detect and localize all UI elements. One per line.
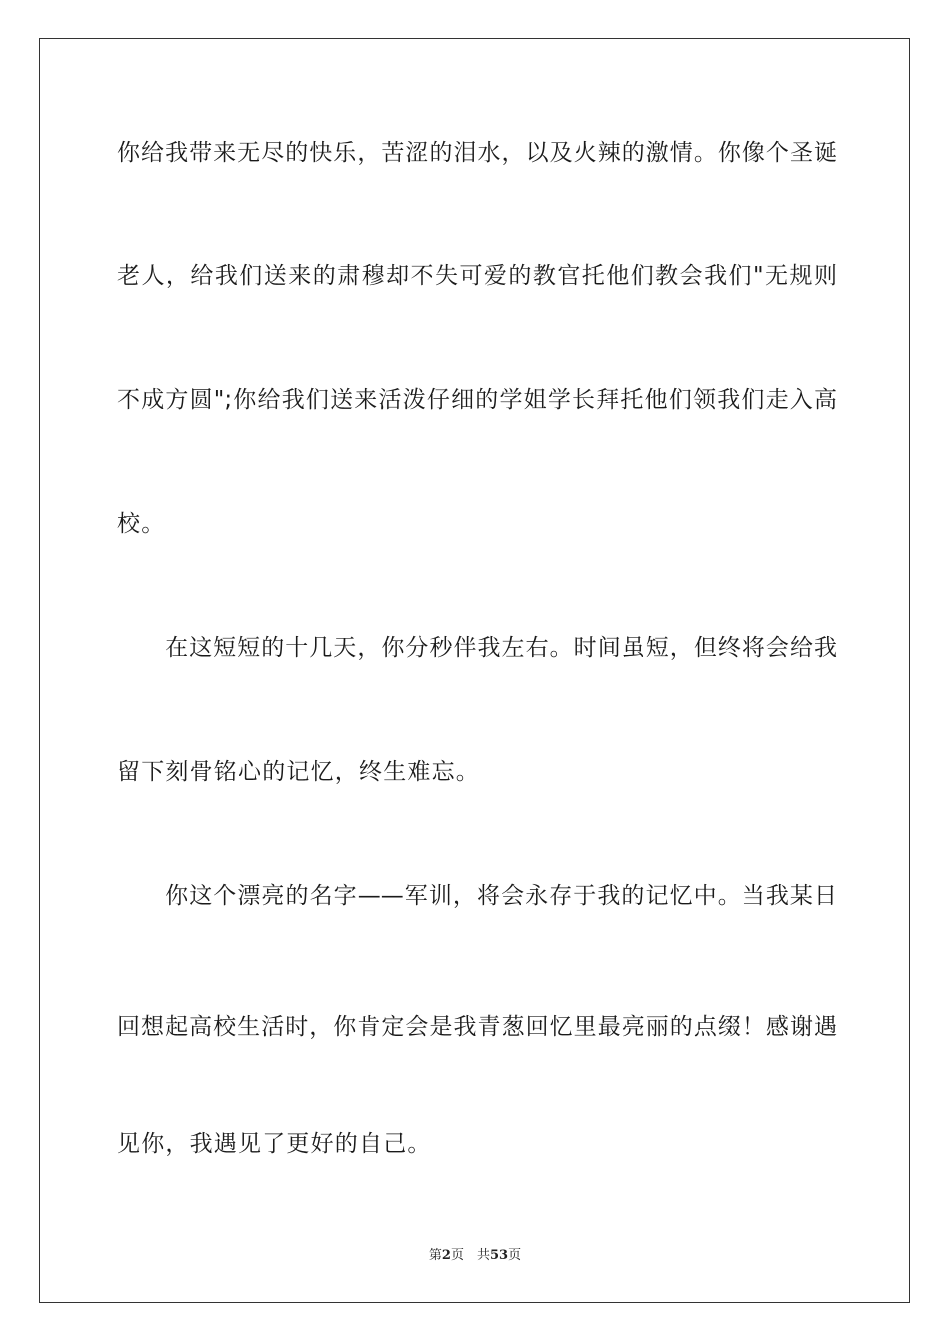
page-current: 2 xyxy=(441,1248,451,1263)
text-line: 你这个漂亮的名字——军训，将会永存于我的记忆中。当我某日 xyxy=(117,883,837,909)
page-prefix: 第 xyxy=(428,1248,442,1263)
page-suffix: 页 xyxy=(508,1248,522,1263)
page-footer xyxy=(0,1247,950,1265)
page-total: 53 xyxy=(489,1248,509,1263)
page-mid: 页 共 xyxy=(450,1248,490,1263)
text-line: 校。 xyxy=(117,511,166,537)
page-border xyxy=(39,38,910,1303)
text-line: 回想起高校生活时，你肯定会是我青葱回忆里最亮丽的点缀！感谢遇 xyxy=(117,1014,837,1040)
text-line: 见你，我遇见了更好的自己。 xyxy=(117,1131,432,1157)
text-line: 老人，给我们送来的肃穆却不失可爱的教官托他们教会我们"无规则 xyxy=(117,263,837,289)
text-line: 留下刻骨铭心的记忆，终生难忘。 xyxy=(117,759,480,785)
text-line: 不成方圆";你给我们送来活泼仔细的学姐学长拜托他们领我们走入高 xyxy=(117,387,837,413)
text-line: 在这短短的十几天，你分秒伴我左右。时间虽短，但终将会给我 xyxy=(117,635,837,661)
text-line: 你给我带来无尽的快乐，苦涩的泪水，以及火辣的激情。你像个圣诞 xyxy=(117,140,837,166)
